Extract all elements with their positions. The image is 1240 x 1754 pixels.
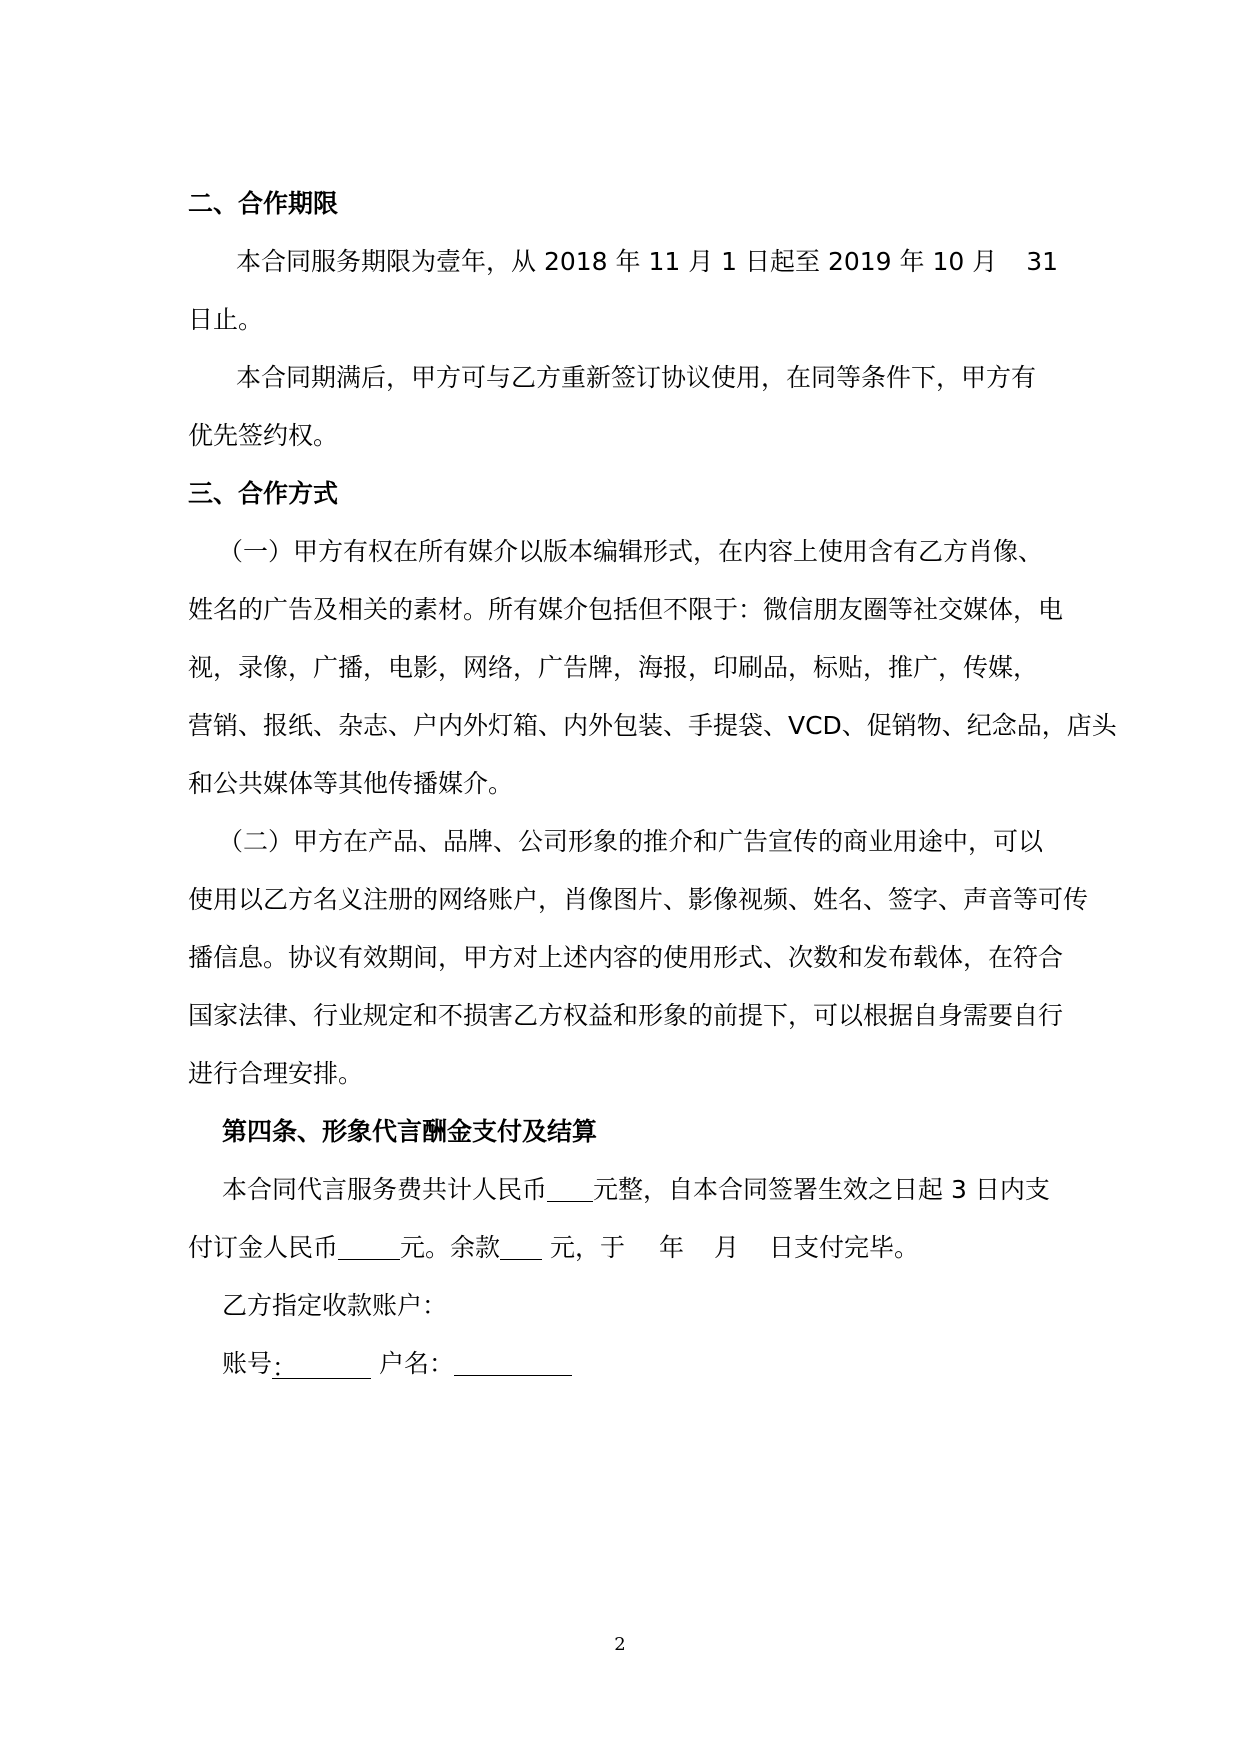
account-info-line [188, 1344, 1058, 1384]
account-label: 乙方指定收款账户： [222, 1291, 448, 1320]
paragraph-line [188, 1170, 1058, 1210]
paragraph-line: 视，录像，广播，电影，网络，广告牌，海报，印刷品，标贴，推广，传媒， [188, 653, 1039, 682]
account-number-label: 账号 [222, 1349, 273, 1378]
paragraph-line: 和公共媒体等其他传播媒介。 [188, 769, 514, 798]
account-name-label: 户名： [379, 1349, 455, 1378]
paragraph-line: 国家法律、行业规定和不损害乙方权益和形象的前提下，可以根据自身需要自行 [188, 1001, 1064, 1030]
paragraph-line: 本合同期满后，甲方可与乙方重新签订协议使用，在同等条件下，甲方有 [236, 363, 1037, 392]
section-heading-cooperation-method: 三、合作方式 [188, 479, 339, 508]
paragraph-line: 进行合理安排。 [188, 1059, 364, 1088]
balance-unit-text: 元，于 [542, 1233, 625, 1262]
paragraph-line [188, 242, 1058, 282]
paragraph-line: （一）甲方有权在所有媒介以版本编辑形式，在内容上使用含有乙方肖像、 [218, 537, 1044, 566]
paragraph-line: 使用以乙方名义注册的网络账户，肖像图片、影像视频、姓名、签字、声音等可传 [188, 885, 1089, 914]
account-name-blank[interactable] [454, 1345, 572, 1376]
section-heading-cooperation-period: 二、合作期限 [188, 189, 339, 218]
balance-text: 元。余款 [400, 1233, 501, 1262]
paragraph-line [188, 1228, 1058, 1268]
deposit-amount-blank[interactable] [338, 1229, 400, 1260]
balance-amount-blank[interactable] [500, 1229, 542, 1260]
fee-text-start: 本合同代言服务费共计人民币 [222, 1175, 548, 1204]
fee-text-end: 元整，自本合同签署生效之日起 3 日内支 [593, 1175, 1050, 1204]
section-heading-payment: 第四条、形象代言酬金支付及结算 [222, 1117, 598, 1146]
day-label: 日支付完毕。 [769, 1233, 920, 1262]
paragraph-line: 营销、报纸、杂志、户内外灯箱、内外包装、手提袋、VCD、促销物、纪念品，店头 [188, 711, 1117, 740]
deposit-text: 付订金人民币 [188, 1233, 339, 1262]
paragraph-line: 优先签约权。 [188, 421, 339, 450]
month-label: 月 [714, 1233, 740, 1262]
paragraph-line: 播信息。协议有效期间，甲方对上述内容的使用形式、次数和发布载体，在符合 [188, 943, 1064, 972]
page-number: 2 [614, 1634, 626, 1655]
year-label: 年 [658, 1233, 684, 1262]
paragraph-line: （二）甲方在产品、品牌、公司形象的推介和广告宣传的商业用途中，可以 [218, 827, 1044, 856]
account-number-colon: ： [272, 1353, 298, 1382]
fee-amount-blank[interactable] [547, 1171, 593, 1202]
paragraph-line: 日止。 [188, 305, 264, 334]
term-text: 本合同服务期限为壹年，从 2018 年 11 月 1 日起至 2019 年 10 月 [236, 247, 998, 276]
term-text-end: 31 [1026, 247, 1058, 276]
paragraph-line: 姓名的广告及相关的素材。所有媒介包括但不限于：微信朋友圈等社交媒体，电 [188, 595, 1064, 624]
